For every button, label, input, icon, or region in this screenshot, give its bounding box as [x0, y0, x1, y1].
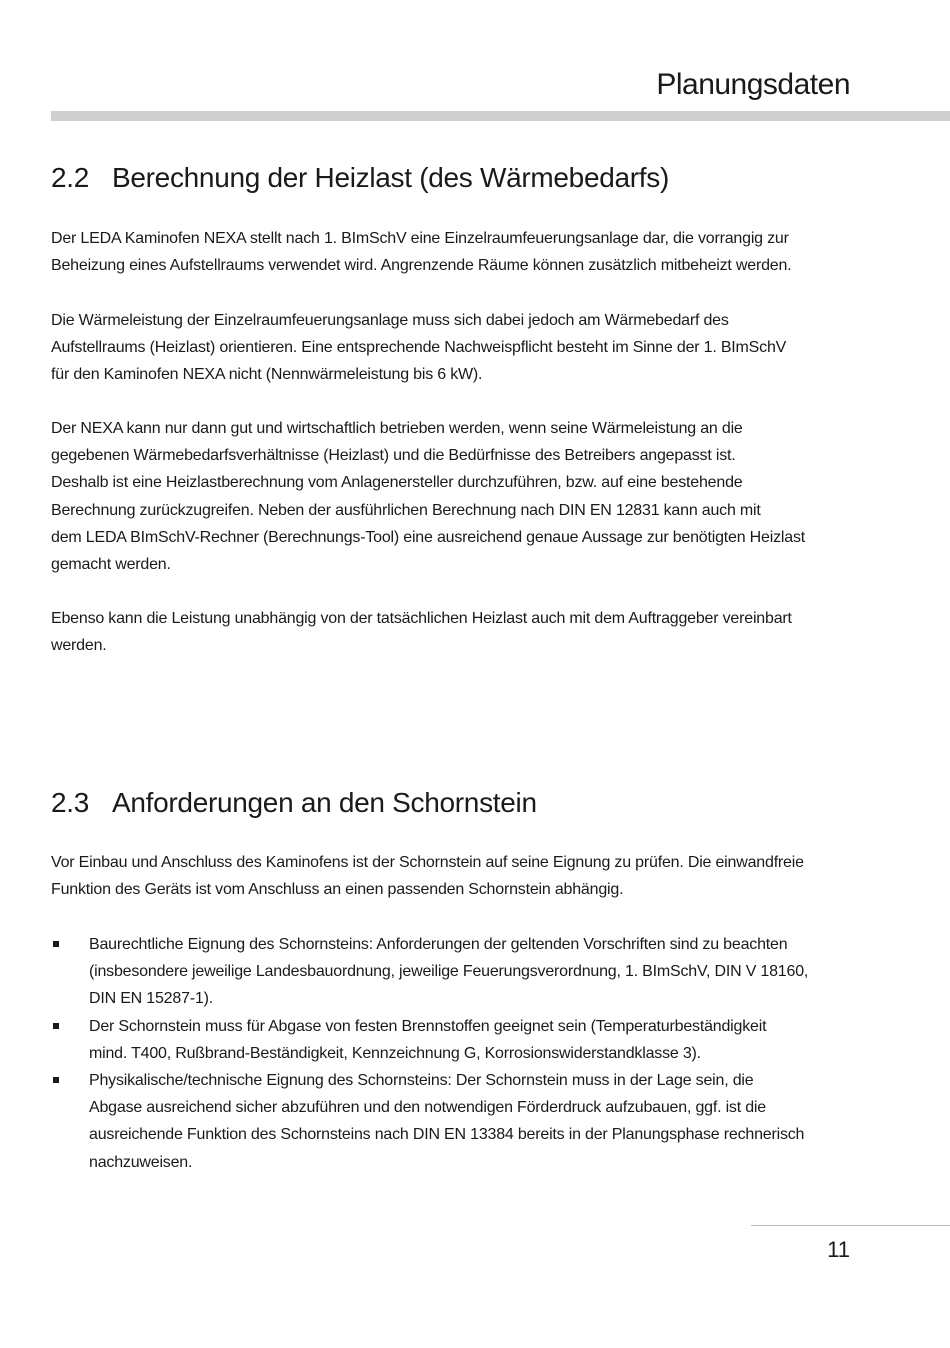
text-line: Der LEDA Kaminofen NEXA stellt nach 1. BImSchV eine Einzelraumfeuerungsanlage dar, die vorrangig zur — [51, 230, 789, 247]
footer-divider-line — [751, 1225, 950, 1226]
text-line: Ebenso kann die Leistung unabhängig von der tatsächlichen Heizlast auch mit dem Auftraggeber vereinbart — [51, 610, 792, 627]
section-2-2-paragraph-3 — [51, 415, 861, 578]
text-line: für den Kaminofen NEXA nicht (Nennwärmeleistung bis 6 kW). — [51, 366, 483, 384]
text-line: gegebenen Wärmebedarfsverhältnisse (Heizlast) und die Bedürfnisse des Betreibers angepasst ist. — [51, 447, 736, 465]
section-2-2-heading — [51, 162, 669, 194]
list-item — [51, 1067, 871, 1176]
page-header-title: Planungsdaten — [656, 68, 850, 101]
list-item — [51, 1013, 871, 1067]
text-line: (insbesondere jeweilige Landesbauordnung, jeweilige Feuerungsverordnung, 1. BImSchV, DIN V 18160, — [89, 963, 809, 981]
section-2-2-title: Berechnung der Heizlast (des Wärmebedarfs) — [112, 162, 669, 193]
section-2-2-number: 2.2 — [51, 162, 90, 193]
text-line: Funktion des Geräts ist vom Anschluss an einen passenden Schornstein abhängig. — [51, 881, 624, 899]
bullet-square-icon — [53, 1077, 59, 1083]
text-line: Die Wärmeleistung der Einzelraumfeuerungsanlage muss sich dabei jedoch am Wärmebedarf des — [51, 312, 729, 329]
text-line: Der NEXA kann nur dann gut und wirtschaftlich betrieben werden, wenn seine Wärmeleistung an die — [51, 420, 743, 437]
header-divider-bar — [51, 111, 950, 121]
text-line: gemacht werden. — [51, 556, 171, 574]
bullet-square-icon — [53, 941, 59, 947]
list-item — [51, 931, 871, 1013]
text-line: Physikalische/technische Eignung des Schornsteins: Der Schornstein muss in der Lage sein, die — [89, 1072, 754, 1090]
section-2-3-heading — [51, 787, 537, 819]
text-line: nachzuweisen. — [89, 1153, 193, 1171]
section-2-2-paragraph-4 — [51, 605, 861, 659]
text-line: Der Schornstein muss für Abgase von festen Brennstoffen geeignet sein (Temperaturbeständigkeit — [89, 1017, 767, 1035]
text-line: Baurechtliche Eignung des Schornsteins: Anforderungen der geltenden Vorschriften sind zu beachten — [89, 936, 788, 953]
bullet-square-icon — [53, 1023, 59, 1029]
page-number: 11 — [827, 1237, 850, 1262]
section-2-2-paragraph-2 — [51, 307, 861, 389]
text-line: ausreichende Funktion des Schornsteins nach DIN EN 13384 bereits in der Planungsphase rechnerisch — [89, 1126, 805, 1144]
section-2-3-intro — [51, 849, 861, 903]
text-line: mind. T400, Rußbrand-Beständigkeit, Kennzeichnung G, Korrosionswiderstandklasse 3). — [89, 1044, 701, 1062]
text-line: Aufstellraums (Heizlast) orientieren. Eine entsprechende Nachweispflicht besteht im Sinne der 1. BImSchV — [51, 339, 787, 357]
text-line: Beheizung eines Aufstellraums verwendet wird. Angrenzende Räume können zusätzlich mitbeheizt werden. — [51, 257, 792, 275]
section-2-3-number: 2.3 — [51, 787, 90, 818]
text-line: dem LEDA BImSchV-Rechner (Berechnungs-Tool) eine ausreichend genaue Aussage zur benötigten Heizlast — [51, 528, 805, 546]
text-line: DIN EN 15287-1). — [89, 990, 213, 1008]
section-2-2-paragraph-1 — [51, 225, 861, 279]
text-line: werden. — [51, 637, 107, 655]
text-line: Berechnung zurückzugreifen. Neben der ausführlichen Berechnung nach DIN EN 12831 kann auch mit — [51, 501, 761, 519]
section-2-3-title: Anforderungen an den Schornstein — [112, 787, 537, 818]
text-line: Abgase ausreichend sicher abzuführen und den notwendigen Förderdruck aufzubauen, ggf. ist die — [89, 1099, 766, 1117]
schornstein-requirements-list — [51, 931, 871, 1176]
text-line: Vor Einbau und Anschluss des Kaminofens ist der Schornstein auf seine Eignung zu prüfen. Die einwandfreie — [51, 854, 804, 871]
text-line: Deshalb ist eine Heizlastberechnung vom Anlagenersteller durchzuführen, bzw. auf eine bestehende — [51, 474, 743, 492]
